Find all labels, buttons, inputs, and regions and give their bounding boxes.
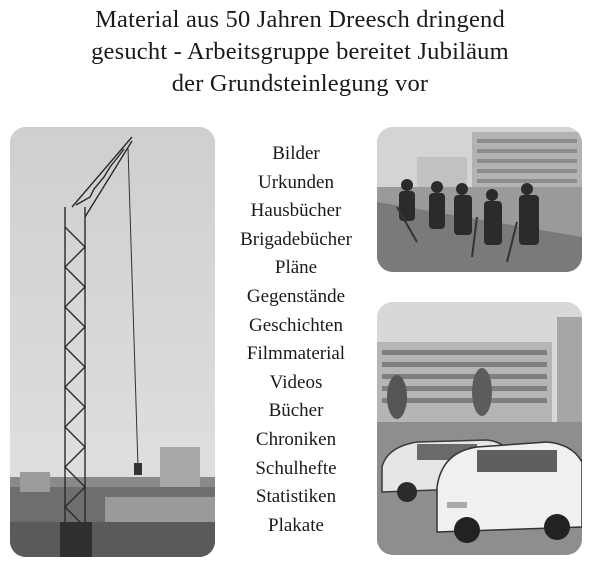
list-item: Hausbücher	[250, 200, 342, 222]
crane-photo	[10, 127, 215, 557]
list-item: Schulhefte	[255, 457, 337, 479]
cars-photo	[377, 302, 582, 555]
list-item: Gegenstände	[246, 285, 346, 307]
headline-line-1: Material aus 50 Jahren Dreesch dringend	[95, 6, 505, 33]
headline-line-3: der Grundsteinlegung vor	[171, 70, 429, 97]
workers-photo	[377, 127, 582, 272]
list-item: Geschichten	[249, 314, 343, 336]
headline-line-2: gesucht - Arbeitsgruppe bereitet Jubiläum	[91, 38, 509, 65]
list-item: Statistiken	[255, 486, 337, 508]
list-item: Bücher	[268, 400, 324, 422]
list-item: Urkunden	[258, 171, 334, 193]
list-item: Pläne	[274, 257, 318, 279]
list-item: Videos	[269, 371, 323, 393]
list-item: Chroniken	[255, 428, 337, 450]
list-item: Bilder	[272, 143, 320, 164]
list-item: Brigadebücher	[240, 228, 352, 250]
headline	[0, 4, 600, 100]
material-list	[215, 140, 377, 540]
list-item: Plakate	[268, 514, 324, 536]
list-item: Filmmaterial	[246, 343, 346, 365]
